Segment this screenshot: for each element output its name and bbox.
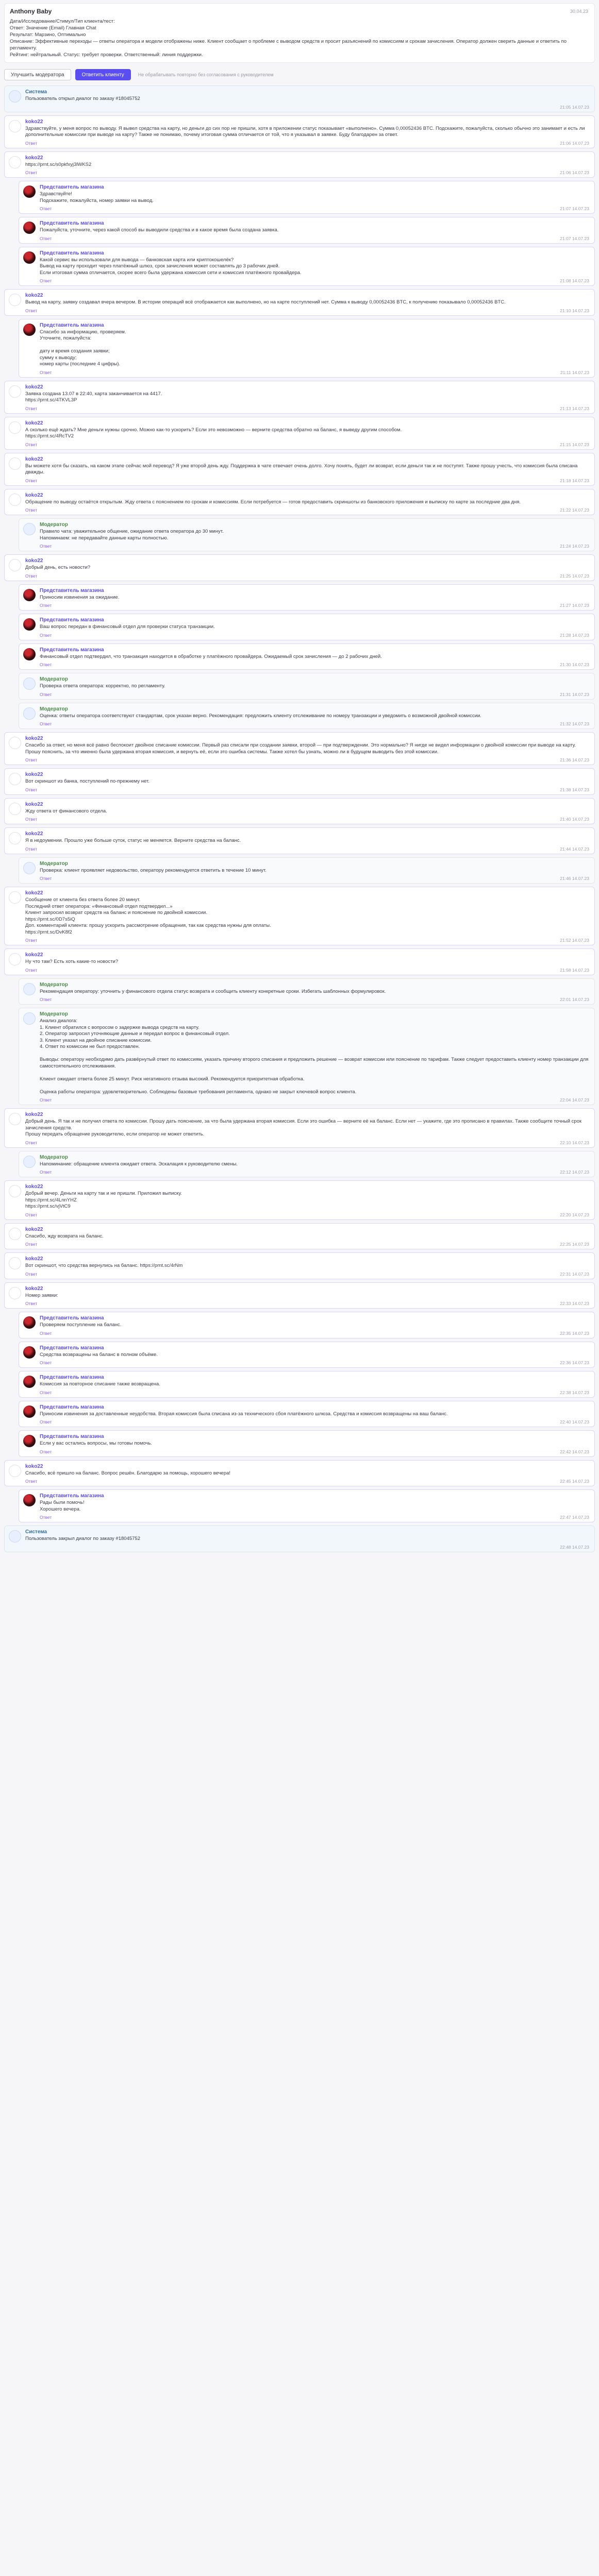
avatar [9, 421, 21, 434]
reply-link[interactable]: Ответ [25, 573, 38, 579]
message-client [4, 381, 595, 414]
reply-link[interactable]: Ответ [25, 817, 38, 822]
ticket-date: 30.04.23 [570, 9, 588, 14]
avatar [9, 457, 21, 470]
message-time: 21:28 14.07.23 [560, 632, 589, 638]
avatar [23, 1012, 36, 1025]
message-body: Добрый день, есть новости? [25, 565, 91, 570]
reply-client-button[interactable]: Ответить клиенту [75, 69, 131, 80]
avatar [9, 120, 21, 132]
avatar [9, 803, 21, 815]
message-time: 22:47 14.07.23 [560, 1515, 589, 1520]
message-client [4, 151, 595, 178]
reply-link[interactable]: Ответ [25, 140, 38, 146]
message-author: Представитель магазина [40, 1375, 104, 1380]
avatar [9, 1228, 21, 1240]
message-time: 22:33 14.07.23 [560, 1301, 589, 1306]
avatar [9, 1185, 21, 1197]
message-body: Я в недоумении. Прошло уже больше суток, статус не меняется. Верните средства на баланс. [25, 838, 241, 843]
reply-link[interactable]: Ответ [25, 1212, 38, 1217]
message-time: 21:22 14.07.23 [560, 507, 589, 513]
avatar [9, 773, 21, 785]
message-operator [19, 1430, 595, 1457]
reply-link[interactable]: Ответ [40, 603, 52, 608]
message-body: Напоминание: обращение клиента ожидает ответа. Эскалация к руководителю смены. [40, 1161, 238, 1167]
message-operator [19, 614, 595, 640]
message-feed [4, 86, 595, 1552]
avatar [23, 185, 36, 198]
message-body: Спасибо за информацию, проверяем. Уточните, пожалуйста: дату и время создания заявки; сумму к выводу; номер карты (последние 4 цифры). [40, 329, 126, 367]
avatar [23, 707, 36, 720]
message-time: 21:18 14.07.23 [560, 478, 589, 483]
avatar [23, 523, 36, 535]
message-client [4, 887, 595, 945]
ticket-header [4, 3, 595, 63]
message-body: Проверка ответа оператора: корректно, по регламенту. [40, 683, 165, 689]
message-author: Модератор [40, 1154, 68, 1160]
avatar [23, 1435, 36, 1447]
message-operator [19, 1401, 595, 1428]
message-body: Рады были помочь! Хорошего вечера. [40, 1500, 85, 1512]
message-time: 21:44 14.07.23 [560, 846, 589, 852]
message-author: koko22 [25, 736, 43, 741]
avatar [23, 862, 36, 874]
message-system [4, 1526, 595, 1552]
reply-link[interactable]: Ответ [40, 369, 52, 375]
reply-link[interactable]: Ответ [40, 278, 52, 283]
message-client [4, 1252, 595, 1279]
message-operator [19, 247, 595, 286]
message-author: koko22 [25, 420, 43, 426]
message-client [4, 1223, 595, 1250]
reply-link[interactable]: Ответ [40, 1449, 52, 1454]
avatar [9, 832, 21, 844]
message-author: koko22 [25, 1285, 43, 1292]
message-time: 21:11 14.07.23 [560, 369, 589, 375]
message-time: 22:12 14.07.23 [560, 1170, 589, 1175]
avatar [9, 953, 21, 965]
message-operator [19, 1489, 595, 1522]
reply-link[interactable]: Ответ [25, 507, 38, 513]
reply-link[interactable]: Ответ [25, 478, 38, 483]
message-client [4, 827, 595, 854]
message-body: Пользователь открыл диалог по заказу #18045752 [25, 96, 140, 101]
message-body: Оценка: ответы оператора соответствуют стандартам, срок указан верно. Рекомендация: предложить клиенту отслеживание по номеру транзакции и уведомить о возможной двойной комиссии. [40, 713, 481, 719]
ticket-line4: Описание: Эффективные переходы — ответы оператора и модели отображены ниже. Клиент сообщает о проблеме с выводом средств и просит разъяснений по комиссиям и срокам зачисления. Оператор должен сверить данные и ответить по регламенту. [10, 39, 567, 51]
message-author: Система [25, 89, 47, 95]
message-time: 22:31 14.07.23 [560, 1271, 589, 1277]
ticket-title: Anthony Baby [10, 8, 52, 15]
message-time: 21:06 14.07.23 [560, 170, 589, 175]
reply-link[interactable]: Ответ [25, 757, 38, 762]
message-author: Представитель магазина [40, 322, 104, 328]
message-body: Спасибо, всё пришло на баланс. Вопрос решён. Благодарю за помощь, хорошего вечера! [25, 1470, 231, 1476]
message-body: А сколько ещё ждать? Мне деньги нужны срочно. Можно как-то ускорить? Если это невозможно — верните средства обратно на баланс, я выведу другим способом. https://prnt.sc/4RcTV2 [25, 427, 402, 439]
message-operator [19, 1312, 595, 1338]
reply-link[interactable]: Ответ [25, 787, 38, 792]
reply-link[interactable]: Ответ [40, 876, 52, 881]
message-body: Здравствуйте, у меня вопрос по выводу. Я вывел средства на карту, но деньги до сих пор не пришли, хотя в приложении статус показывает «выполнено». Сумма 0,00052436 BTC. Подскажите, пожалуйста, сколько обычно это занимает и есть ли дополнительные комиссии при выводе на карту? Также не понимаю, почему итоговая сумма отличается от той, что я указывал в заявке. Буду благодарен за ответ. [25, 125, 585, 138]
message-time: 21:46 14.07.23 [560, 876, 589, 881]
message-body: Приносим извинения за ожидание. [40, 594, 120, 600]
message-body: Добрый вечер. Деньги на карту так и не пришли. Приложил выписку. https://prnt.sc/4LnnYHZ https://prnt.sc/vjVtC9 [25, 1191, 182, 1209]
message-body: Анализ диалога: 1. Клиент обратился с вопросом о задержке вывода средств на карту. 2. Оператор запросил уточняющие данные и передал вопрос в финансовый отдел. 3. Клиент указал на двойное списание комиссии. 4. Ответ по комиссии не был предоставлен. Выводы: оператору необходимо дать развёрнутый ответ по комиссиям, указать причину второго списания и предложить решение — возврат комиссии или пояснение по тарифам. Также следует предоставить клиенту номер транзакции для самостоятельного отслеживания. Клиент ожидает ответа более 25 минут. Риск негативного отзыва высокий. Рекомендуется приоритетная обработка. Оценка работы оператора: удовлетворительно. Соблюдены базовые требования регламента, однако не закрыт ключевой вопрос клиента. [40, 1018, 589, 1095]
message-operator [19, 181, 595, 214]
reply-link[interactable]: Ответ [25, 1271, 38, 1277]
message-time: 22:36 14.07.23 [560, 1360, 589, 1365]
message-author: Модератор [40, 981, 68, 988]
message-model [19, 1008, 595, 1105]
avatar [9, 90, 21, 103]
message-author: koko22 [25, 384, 43, 390]
message-body: Ваш вопрос передан в финансовый отдел для проверки статуса транзакции. [40, 624, 215, 630]
message-author: koko22 [25, 1226, 43, 1232]
avatar [23, 1156, 36, 1168]
message-body: Если у вас остались вопросы, мы готовы помочь. [40, 1440, 152, 1446]
avatar [23, 618, 36, 631]
reply-link[interactable]: Ответ [40, 544, 52, 549]
message-client [4, 1282, 595, 1309]
message-model [19, 1151, 595, 1178]
reply-link[interactable]: Ответ [40, 1170, 52, 1175]
message-body: Номер заявки: [25, 1292, 58, 1298]
message-author: koko22 [25, 118, 43, 125]
message-author: koko22 [25, 155, 43, 161]
message-operator [19, 584, 595, 611]
message-author: koko22 [25, 1463, 43, 1469]
message-body: Проверяем поступление на баланс. [40, 1322, 122, 1328]
avatar [23, 589, 36, 601]
ticket-meta [10, 18, 589, 58]
avatar [9, 1113, 21, 1125]
toolbar [4, 68, 595, 81]
avatar [23, 251, 36, 264]
reply-link[interactable]: Ответ [25, 308, 38, 313]
reply-link[interactable]: Ответ [40, 206, 52, 211]
reply-link[interactable]: Ответ [40, 662, 52, 667]
message-client [4, 948, 595, 975]
message-time: 22:04 14.07.23 [560, 1097, 589, 1103]
avatar [9, 294, 21, 306]
reply-link[interactable]: Ответ [25, 1140, 38, 1145]
message-system [4, 86, 595, 112]
message-author: Система [25, 1529, 47, 1535]
message-time: 22:45 14.07.23 [560, 1479, 589, 1484]
reply-link[interactable]: Ответ [40, 721, 52, 726]
message-body: Рекомендация оператору: уточнить у финансового отдела статус возврата и сообщить клиенту конкретные сроки. Избегать шаблонных формулировок. [40, 988, 386, 994]
message-author: koko22 [25, 456, 43, 462]
message-client [4, 732, 595, 765]
reply-link[interactable]: Ответ [25, 846, 38, 852]
message-author: koko22 [25, 492, 43, 498]
reply-link[interactable]: Ответ [40, 632, 52, 638]
message-operator [19, 319, 595, 378]
avatar [9, 385, 21, 398]
message-author: Представитель магазина [40, 587, 104, 594]
reply-link[interactable]: Ответ [25, 938, 38, 943]
avatar [9, 1530, 21, 1543]
message-author: Модератор [40, 1011, 68, 1017]
message-client [4, 453, 595, 486]
message-model [19, 857, 595, 884]
message-author: koko22 [25, 772, 43, 777]
message-body: Сообщение от клиента без ответа более 20 минут. Последний ответ оператора: «Финансовый отдел подтвердил...» Клиент запросил возврат средств на баланс и пояснение по двойной комиссии. https://prnt.sc/0D7s5iQ Доп. комментарий клиента: прошу ускорить рассмотрение обращения, так как средства нужны для оплаты. https://prnt.sc/DvK8f2 [25, 897, 271, 935]
message-time: 21:08 14.07.23 [560, 278, 589, 283]
message-client [4, 554, 595, 581]
avatar [23, 1376, 36, 1388]
message-client [4, 115, 595, 148]
message-time: 21:30 14.07.23 [560, 662, 589, 667]
reply-link[interactable]: Ответ [25, 1479, 38, 1484]
message-time: 22:48 14.07.23 [560, 1544, 589, 1550]
message-client [4, 798, 595, 825]
message-time: 21:40 14.07.23 [560, 817, 589, 822]
reply-link[interactable]: Ответ [40, 997, 52, 1002]
improve-moderator-button[interactable]: Улучшить модератора [4, 69, 71, 80]
message-body: Комиссия за повторное списание также возвращена. [40, 1381, 160, 1387]
ticket-line5: Рейтинг: нейтральный. Статус: требует проверки. Ответственный: линия поддержки. [10, 52, 203, 58]
message-author: koko22 [25, 952, 43, 958]
message-time: 21:25 14.07.23 [560, 573, 589, 579]
message-author: koko22 [25, 558, 43, 564]
message-body: Обращение по выводу остаётся открытым. Жду ответа с пояснением по срокам и комиссиям. Если потребуется — готов предоставить скриншоты из банковского приложения и выписку по карте за последние два дня. [25, 499, 521, 505]
message-body: Пожалуйста, уточните, через какой способ вы выводили средства и в какое время была создана заявка. [40, 227, 279, 233]
message-client [4, 1180, 595, 1220]
message-client [4, 417, 595, 450]
reply-link[interactable]: Ответ [25, 1301, 38, 1306]
message-body: https://prnt.sc/s0pkfxyj3lWKS2 [25, 161, 92, 167]
message-body: Вывод на карту, заявку создавал вчера вечером. В истории операций всё отображается как выполнено, но на карте поступлений нет. Сумма к выводу 0,00052436 BTC, к получению показывало 0,00052436 BTC. [25, 299, 506, 305]
message-time: 21:52 14.07.23 [560, 938, 589, 943]
message-author: Представитель магазина [40, 184, 104, 190]
reply-link[interactable]: Ответ [25, 1242, 38, 1247]
reply-link[interactable]: Ответ [25, 967, 38, 973]
reply-link[interactable]: Ответ [25, 405, 38, 411]
message-time: 21:31 14.07.23 [560, 691, 589, 697]
message-model [19, 518, 595, 551]
message-model [19, 673, 595, 700]
message-time: 21:07 14.07.23 [560, 206, 589, 211]
message-author: koko22 [25, 1112, 43, 1117]
avatar [23, 222, 36, 234]
reply-link[interactable]: Ответ [40, 235, 52, 241]
message-author: Модератор [40, 860, 68, 867]
avatar [23, 677, 36, 690]
avatar [9, 1257, 21, 1269]
message-author: koko22 [25, 890, 43, 896]
message-client [4, 768, 595, 795]
message-time: 21:32 14.07.23 [560, 721, 589, 726]
avatar [9, 1465, 21, 1477]
message-body: Спасибо, жду возврата на баланс. [25, 1233, 104, 1239]
ticket-title-row [10, 8, 589, 15]
message-body: Вот скриншот из банка, поступлений по-прежнему нет. [25, 778, 149, 784]
message-time: 22:38 14.07.23 [560, 1389, 589, 1395]
ticket-line1: Дата/Исследование/Стимул/Тип клиента/тест: [10, 19, 115, 24]
avatar [23, 1346, 36, 1359]
message-body: Пользователь закрыл диалог по заказу #18045752 [25, 1536, 140, 1541]
avatar [23, 1494, 36, 1506]
reply-link[interactable]: Ответ [25, 170, 38, 175]
reply-link[interactable]: Ответ [40, 1389, 52, 1395]
message-client [4, 289, 595, 316]
message-time: 21:10 14.07.23 [560, 308, 589, 313]
message-time: 22:01 14.07.23 [560, 997, 589, 1002]
avatar [23, 1405, 36, 1418]
message-time: 21:58 14.07.23 [560, 967, 589, 973]
avatar [23, 648, 36, 660]
message-author: Представитель магазина [40, 1493, 104, 1499]
avatar [23, 1316, 36, 1329]
message-body: Приносим извинения за доставленные неудобства. Вторая комиссия была списана из-за технического сбоя платёжного шлюза. Средства и комиссия возвращены на ваш баланс. [40, 1411, 448, 1417]
message-body: Вы можете хотя бы сказать, на каком этапе сейчас мой перевод? Я уже второй день жду. Поддержка в чате отвечает очень долго. Хочу понять, будет ли возврат, если деньги так и не поступят. Также прошу учесть, что комиссия была списана дважды. [25, 463, 578, 475]
message-author: Представитель магазина [40, 617, 104, 623]
message-time: 21:38 14.07.23 [560, 787, 589, 792]
reply-link[interactable]: Ответ [40, 1515, 52, 1520]
message-body: Финансовый отдел подтвердил, что транзакция находится в обработке у платёжного провайдера. Ожидаемый срок зачисления — до 2 рабочих дней. [40, 653, 382, 659]
message-author: koko22 [25, 1184, 43, 1190]
message-author: koko22 [25, 1256, 43, 1262]
message-operator [19, 1371, 595, 1398]
message-body: Проверка: клиент проявляет недовольство, оператору рекомендуется ответить в течение 10 минут. [40, 867, 267, 873]
avatar [23, 983, 36, 995]
avatar [9, 1287, 21, 1299]
message-author: koko22 [25, 293, 43, 298]
message-model [19, 703, 595, 730]
message-body: Средства возвращены на баланс в полном объёме. [40, 1351, 158, 1358]
toolbar-note: Не обрабатывать повторно без согласования с руководителем [138, 72, 274, 77]
message-body: Заявка создана 13.07 в 22:40, карта заканчивается на 4417. https://prnt.sc/4TKVL3P [25, 391, 162, 403]
message-time: 21:06 14.07.23 [560, 140, 589, 146]
message-author: koko22 [25, 801, 43, 807]
message-time: 21:15 14.07.23 [560, 442, 589, 447]
message-author: Представитель магазина [40, 1345, 104, 1351]
message-operator [19, 217, 595, 244]
message-author: Представитель магазина [40, 250, 104, 256]
message-body: Добрый день. Я так и не получил ответа по комиссии. Прошу дать пояснение, за что была удержана вторая комиссия. Если это ошибка — верните её на баланс. Если нет — укажите, где это прописано в правилах. Также сообщите точный срок зачисления средств. Прошу передать обращение руководителю, если оператор не может ответить. [25, 1118, 582, 1137]
message-time: 21:05 14.07.23 [560, 104, 589, 110]
message-author: Представитель магазина [40, 647, 104, 653]
message-client [4, 489, 595, 516]
avatar [9, 737, 21, 749]
message-time: 21:27 14.07.23 [560, 603, 589, 608]
reply-link[interactable]: Ответ [40, 1419, 52, 1425]
message-body: Ну что там? Есть хоть какие-то новости? [25, 959, 119, 964]
reply-link[interactable]: Ответ [40, 1097, 52, 1103]
message-author: koko22 [25, 831, 43, 837]
message-body: Жду ответа от финансового отдела. [25, 808, 107, 814]
message-body: Какой сервис вы использовали для вывода — банковская карта или криптокошелёк? Вывод на карту проходит через платёжный шлюз, срок зачисления может составлять до 3 рабочих дней. Если итоговая сумма отличается, скорее всего была удержана комиссия сети и комиссия платёжного провайдера. [40, 257, 302, 276]
message-time: 22:35 14.07.23 [560, 1330, 589, 1336]
message-body: Спасибо за ответ, но меня всё равно беспокоит двойное списание комиссии. Первый раз списали при создании заявки, второй — при подтверждении. Это нормально? Я нигде не видел информации о двойной комиссии при выводе на карту. Прошу пояснить, за что именно была удержана вторая комиссия, и вернуть её, если это ошибка системы. Также хотел бы узнать, можно ли в будущем выводить без этой комиссии. [25, 742, 576, 755]
avatar [9, 156, 21, 168]
message-time: 21:24 14.07.23 [560, 544, 589, 549]
message-author: Представитель магазина [40, 1434, 104, 1439]
message-author: Представитель магазина [40, 221, 104, 226]
ticket-line3: Результат: Марзино, Оптимально [10, 32, 86, 38]
message-body: Здравствуйте! Подскажите, пожалуйста, номер заявки на вывод. [40, 191, 154, 204]
reply-link[interactable]: Ответ [40, 691, 52, 697]
reply-link[interactable]: Ответ [40, 1330, 52, 1336]
message-time: 22:40 14.07.23 [560, 1419, 589, 1425]
avatar [9, 559, 21, 571]
reply-link[interactable]: Ответ [40, 1360, 52, 1365]
message-client [4, 1460, 595, 1487]
message-time: 22:20 14.07.23 [560, 1212, 589, 1217]
message-time: 21:13 14.07.23 [560, 405, 589, 411]
message-author: Модератор [40, 522, 68, 528]
message-time: 22:25 14.07.23 [560, 1242, 589, 1247]
reply-link[interactable]: Ответ [25, 442, 38, 447]
message-operator [19, 643, 595, 670]
message-time: 21:07 14.07.23 [560, 235, 589, 241]
message-author: Модератор [40, 706, 68, 712]
ticket-line2: Ответ: Значение (Email) Главная Chat [10, 25, 96, 31]
message-author: Представитель магазина [40, 1315, 104, 1321]
avatar [9, 494, 21, 506]
message-time: 22:42 14.07.23 [560, 1449, 589, 1454]
message-operator [19, 1342, 595, 1368]
message-body: Вот скриншот, что средства вернулись на баланс. https://prnt.sc/4rNm [25, 1263, 183, 1268]
message-time: 21:36 14.07.23 [560, 757, 589, 762]
message-body: Правило чата: уважительное общение, ожидание ответа оператора до 30 минут. Напоминаем: не передавайте данные карты полностью. [40, 529, 224, 541]
message-author: Модератор [40, 676, 68, 682]
message-author: Представитель магазина [40, 1404, 104, 1410]
message-time: 22:10 14.07.23 [560, 1140, 589, 1145]
avatar [9, 891, 21, 904]
message-model [19, 978, 595, 1005]
avatar [23, 324, 36, 336]
message-client [4, 1108, 595, 1148]
